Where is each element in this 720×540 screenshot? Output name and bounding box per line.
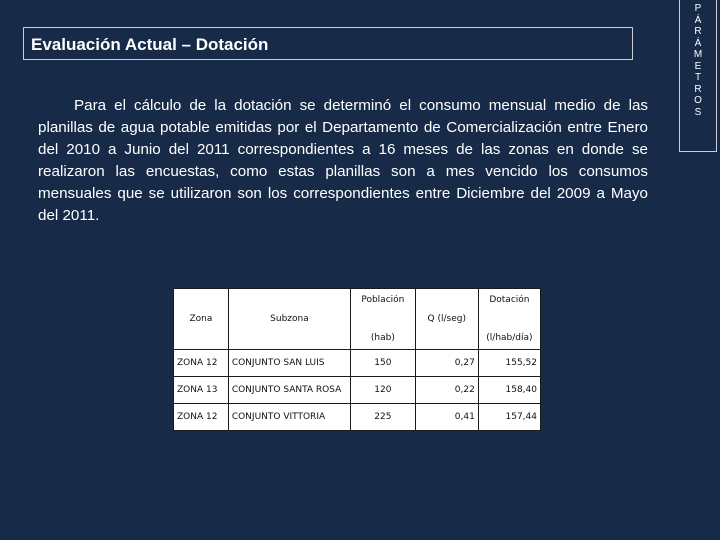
dotacion-table [173,288,541,431]
title-box [23,27,633,60]
side-letter: T [694,72,702,83]
cell-dotacion: 158,40 [478,377,540,404]
page-title: Evaluación Actual – Dotación [31,35,269,54]
side-letter: P [694,3,702,14]
side-letter: R [694,26,702,37]
side-vertical-label [679,0,717,152]
cell-q: 0,41 [415,404,478,431]
cell-dotacion: 155,52 [478,350,540,377]
side-letter: O [694,95,702,106]
side-letter: R [694,83,702,95]
header-dotacion-label: Dotación [489,295,530,305]
side-letter: E [694,60,702,72]
cell-zona: ZONA 12 [174,350,229,377]
table-row [174,377,541,404]
header-dotacion [478,289,540,350]
header-zona [174,289,229,350]
table-row [174,404,541,431]
side-letter: S [694,106,702,118]
cell-poblacion: 225 [351,404,416,431]
cell-poblacion: 150 [351,350,416,377]
body-paragraph [38,95,648,227]
header-poblacion [351,289,416,350]
cell-dotacion: 157,44 [478,404,540,431]
header-dotacion-unit: (l/hab/día) [486,333,533,343]
side-letter: Á [694,37,702,49]
side-letter: M [693,49,703,60]
header-subzona-label: Subzona [270,314,309,324]
cell-subzona: CONJUNTO SANTA ROSA [228,377,350,404]
header-subzona [228,289,350,350]
side-letter: Á [694,14,702,26]
header-q-label: Q (l/seg) [427,314,466,324]
header-zona-label: Zona [189,314,213,324]
cell-subzona: CONJUNTO VITTORIA [228,404,350,431]
table-row [174,350,541,377]
cell-q: 0,27 [415,350,478,377]
header-poblacion-unit: (hab) [370,333,395,343]
header-q [415,289,478,350]
cell-q: 0,22 [415,377,478,404]
cell-zona: ZONA 13 [174,377,229,404]
table-header-row [174,289,541,350]
paragraph-text: Para el cálculo de la dotación se determinó el consumo mensual medio de las planillas de agua potable emitidas por el Departamento de Comercialización entre Enero del 2010 a Junio del 2011 correspondientes a 16 meses de las zonas en donde se realizaron las encuestas, como estas planillas son a mes vencido los consumos mensuales que se utilizaron son los correspondientes entre Diciembre del 2009 a Mayo del 2011. [38,97,648,224]
cell-poblacion: 120 [351,377,416,404]
cell-zona: ZONA 12 [174,404,229,431]
cell-subzona: CONJUNTO SAN LUIS [228,350,350,377]
header-poblacion-label: Población [361,295,405,305]
